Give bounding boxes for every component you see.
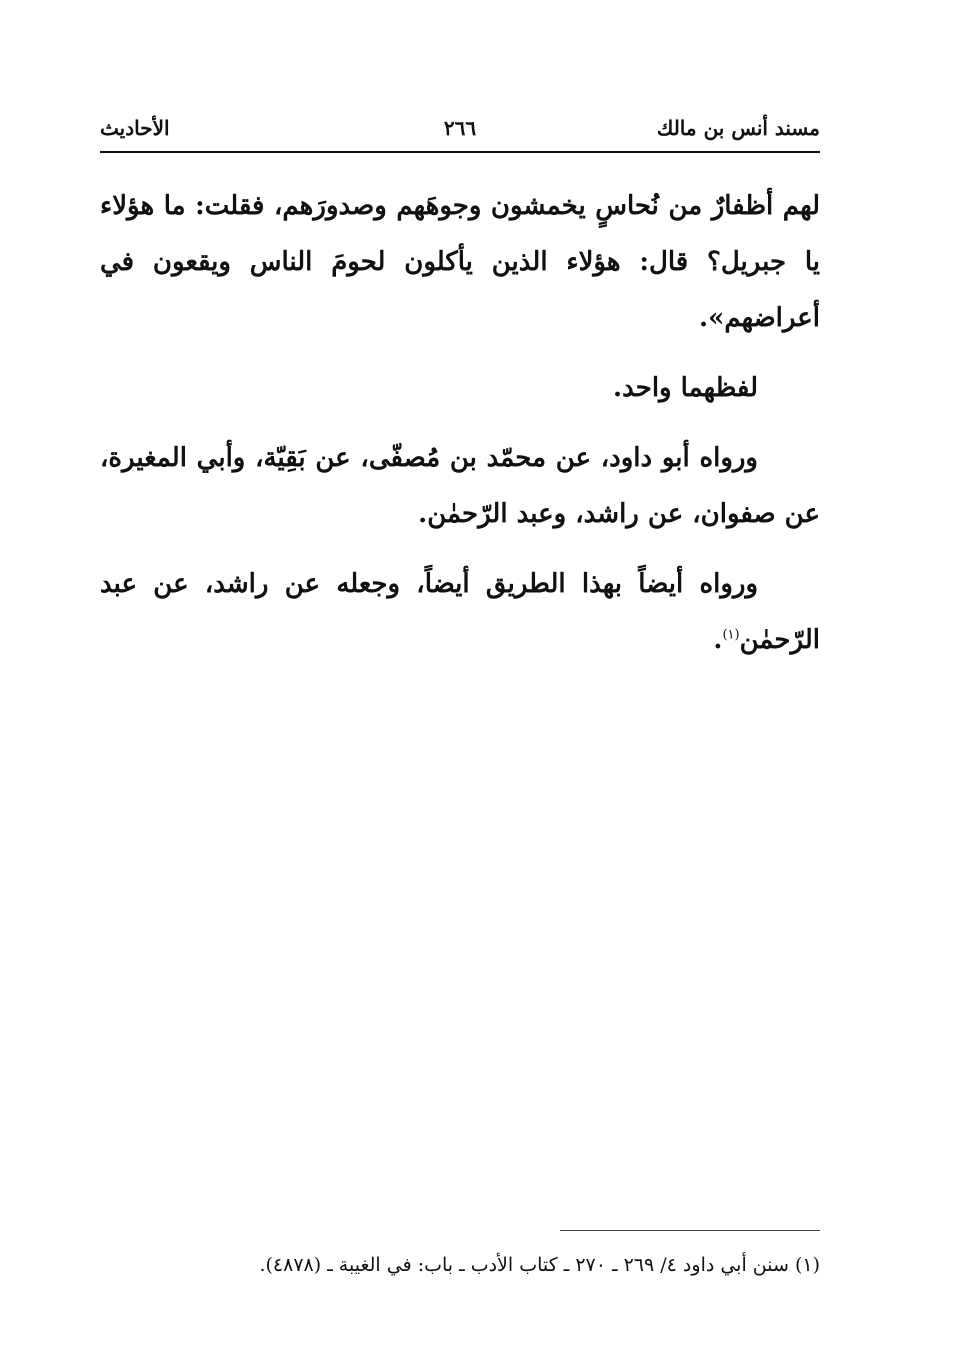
header-divider — [100, 151, 820, 153]
paragraph-additional-chain — [100, 556, 820, 668]
page-number: ٢٦٦ — [443, 116, 477, 140]
main-text — [100, 178, 820, 682]
paragraph-wording-note: لفظهما واحد. — [613, 373, 758, 403]
paragraph-additional-chain-text: ورواه أيضاً بهذا الطريق أيضاً، وجعله عن راشد، عن عبد الرّحمٰن — [100, 569, 820, 655]
paragraph-narration-chain: ورواه أبو داود، عن محمّد بن مُصفّى، عن بَقِيّة، وأبي المغيرة، عن صفوان، عن راشد، وعبد الرّحمٰن. — [100, 443, 820, 529]
paragraph-end-mark: . — [713, 625, 723, 655]
footnote-reference[interactable]: (١) — [722, 627, 740, 643]
footnote: (١) سنن أبي داود ٤/ ٢٦٩ ـ ٢٧٠ ـ كتاب الأدب ـ باب: في الغيبة ـ (٤٨٧٨). — [259, 1254, 820, 1276]
footnote-divider — [560, 1230, 820, 1231]
header-section-title: الأحاديث — [100, 116, 170, 140]
header-book-title: مسند أنس بن مالك — [656, 116, 820, 140]
paragraph-hadith-end: لهم أظفارٌ من نُحاسٍ يخمشون وجوهَهم وصدورَهم، فقلت: ما هؤلاء يا جبريل؟ قال: هؤلاء الذين يأكلون لحومَ الناس ويقعون في أعراضهم». — [100, 191, 821, 333]
running-header — [100, 112, 820, 148]
